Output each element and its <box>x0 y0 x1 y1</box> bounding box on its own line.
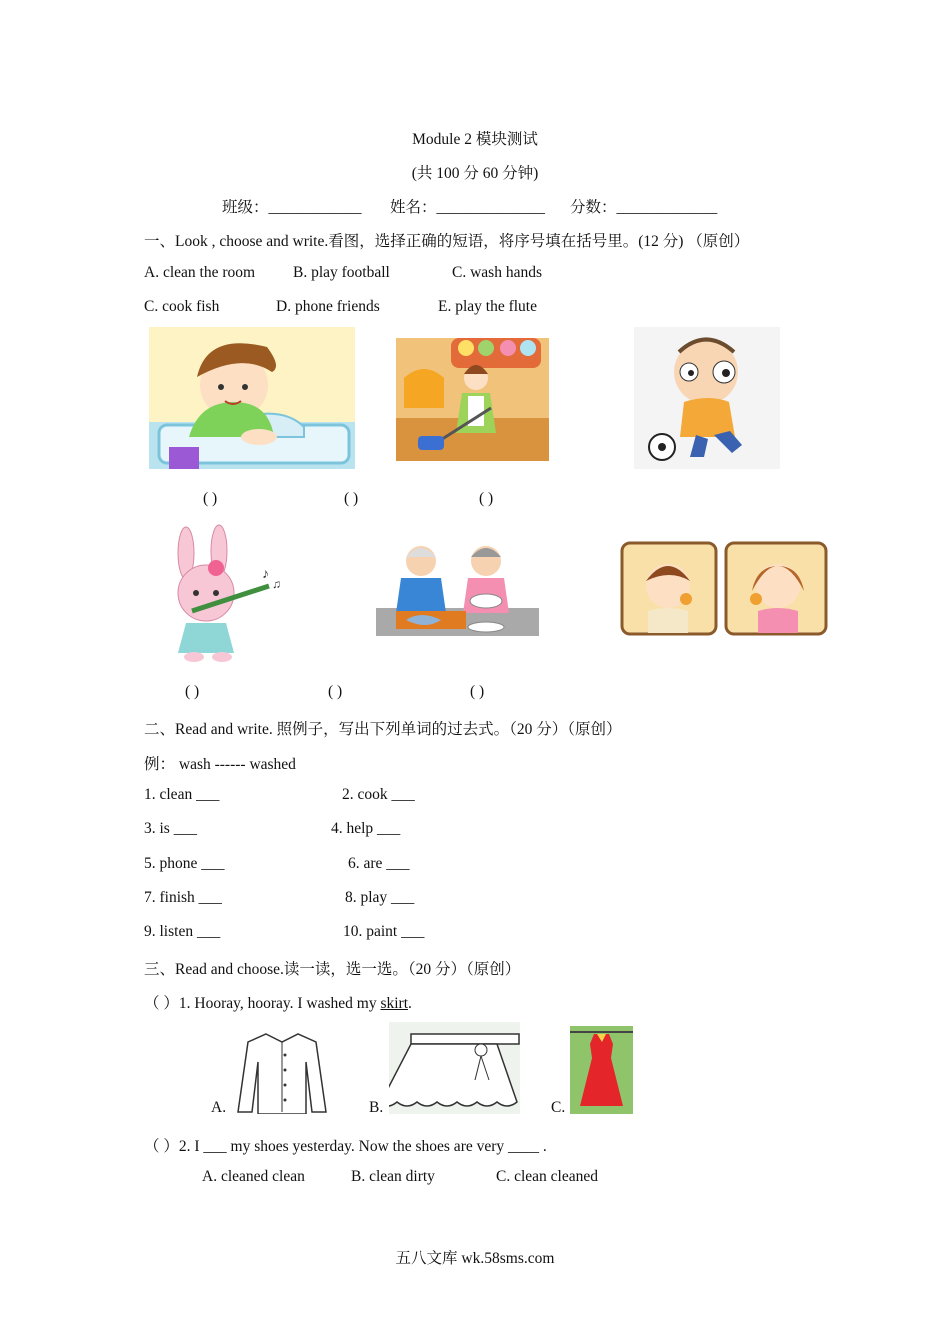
answer-bracket-3[interactable]: ( ) <box>479 490 494 507</box>
section3-heading: 三、Read and choose.读一读，选一选。（20 分）（原创） <box>144 961 521 978</box>
q2-option-c[interactable]: C. clean cleaned <box>496 1168 598 1185</box>
page-title: Module 2 模块测试 <box>412 131 538 148</box>
section1-heading: 一、Look , choose and write.看图，选择正确的短语，将序号填在括号里。(12 分) （原创） <box>144 233 750 250</box>
choice-b-label[interactable]: B. <box>369 1099 384 1116</box>
play-flute-picture <box>144 523 292 663</box>
option-e: E. play the flute <box>438 298 537 315</box>
past-tense-item-10[interactable]: 10. paint ___ <box>343 923 425 940</box>
past-tense-item-1[interactable]: 1. clean ___ <box>144 786 220 803</box>
q2-option-a[interactable]: A. cleaned clean <box>202 1168 305 1185</box>
answer-bracket-5[interactable]: ( ) <box>328 683 343 700</box>
wash-hands-picture <box>149 327 355 469</box>
cook-fish-picture <box>376 543 539 636</box>
clean-room-picture <box>396 338 549 461</box>
svg-text:♪: ♪ <box>262 567 269 582</box>
past-tense-item-2[interactable]: 2. cook ___ <box>342 786 415 803</box>
question-2: （ ）2. I ___ my shoes yesterday. Now the shoes are very ____ . <box>144 1138 547 1155</box>
answer-bracket-1[interactable]: ( ) <box>203 490 218 507</box>
past-tense-item-7[interactable]: 7. finish ___ <box>144 889 222 906</box>
past-tense-item-6[interactable]: 6. are ___ <box>348 855 410 872</box>
answer-bracket-2[interactable]: ( ) <box>344 490 359 507</box>
past-tense-item-5[interactable]: 5. phone ___ <box>144 855 225 872</box>
phone-friends-picture <box>620 541 840 636</box>
past-tense-item-3[interactable]: 3. is ___ <box>144 820 197 837</box>
shirt-picture <box>236 1030 328 1114</box>
q2-option-b[interactable]: B. clean dirty <box>351 1168 435 1185</box>
option-a: A. clean the room <box>144 264 256 281</box>
dress-picture <box>570 1026 633 1114</box>
underlined-word: skirt <box>380 995 409 1012</box>
footer-watermark: 五八文库 wk.58sms.com <box>395 1250 555 1267</box>
section2-example: 例： wash ------ washed <box>144 756 296 773</box>
section2-heading: 二、Read and write. 照例子，写出下列单词的过去式。（20 分）（原创） <box>144 721 622 738</box>
past-tense-item-8[interactable]: 8. play ___ <box>345 889 415 906</box>
score-field: 分数：_____________ <box>570 199 718 216</box>
option-d: D. phone friends <box>276 298 380 315</box>
skirt-picture <box>389 1022 520 1114</box>
choice-a-label[interactable]: A. <box>211 1099 227 1116</box>
page-subtitle: (共 100 分 60 分钟) <box>411 165 539 182</box>
play-football-picture <box>634 327 780 469</box>
svg-text:♫: ♫ <box>272 577 281 591</box>
question-1: （ ）1. Hooray, hooray. I washed my skirt. <box>144 995 412 1012</box>
answer-bracket-4[interactable]: ( ) <box>185 683 200 700</box>
class-field: 班级：____________ <box>222 199 362 216</box>
name-field: 姓名：______________ <box>390 199 546 216</box>
option-c: C. wash hands <box>452 264 542 281</box>
option-b: B. play football <box>293 264 390 281</box>
past-tense-item-9[interactable]: 9. listen ___ <box>144 923 221 940</box>
choice-c-label[interactable]: C. <box>551 1099 566 1116</box>
past-tense-item-4[interactable]: 4. help ___ <box>331 820 401 837</box>
option-c2: C. cook fish <box>144 298 220 315</box>
answer-bracket-6[interactable]: ( ) <box>470 683 485 700</box>
